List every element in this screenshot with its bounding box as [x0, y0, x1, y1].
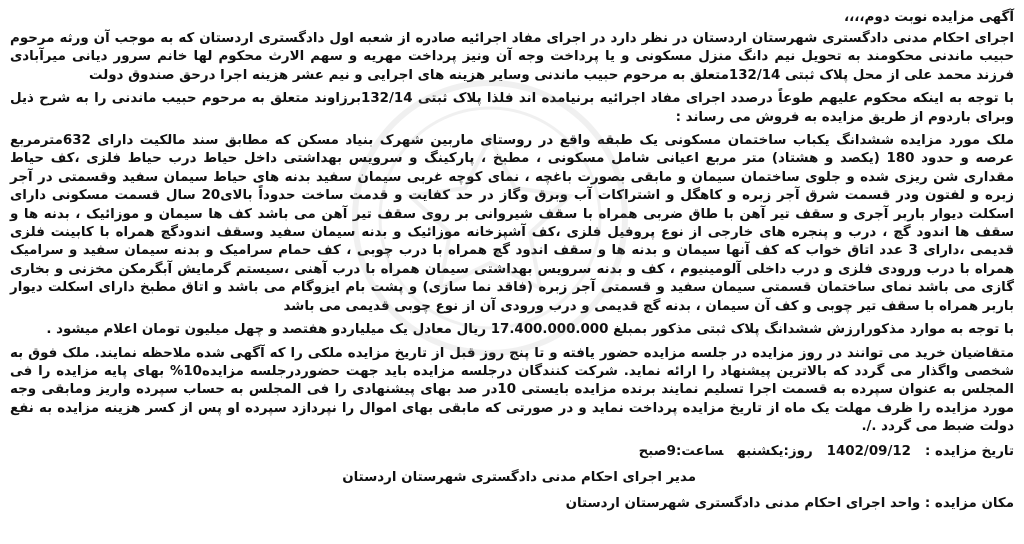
- auction-notice: [10, 8, 1014, 538]
- auction-date-value: 1402/09/12: [826, 443, 911, 459]
- auction-date-line: [10, 442, 1014, 461]
- auction-day: روز:یکشنبه: [737, 443, 813, 459]
- auction-date-label: تاریخ مزایده :: [924, 443, 1014, 459]
- notice-title: آگهی مزایده نوبت دوم،،،،: [844, 9, 1014, 25]
- paragraph-intro: اجرای احکام مدنی دادگستری شهرستان اردستان در نظر دارد در اجرای مفاد اجرائیه صادره از شعبه اول دادگستری اردستان که به موجب آن ورثه مرحوم حبیب ماندنی محکومند به تحویل نیم دانگ منزل مسکونی و یا پرداخت وجه آن ونیز پرداخت مهریه و سهم الارث محکوم لها خانم سرور دیانی میرآبادی فرزند محمد علی از محل پلاک ثبتی 132/14متعلق به مرحوم حبیب ماندنی وسایر هزینه های اجرایی و نیم عشر هزینه اجرا درحق صندوق دولت: [10, 31, 1014, 83]
- paragraph-conditions: متقاضیان خرید می توانند در روز مزایده در جلسه مزایده حضور یافته و تا پنج روز قبل از تاریخ مزایده ملکی را که آگهی شده ملاحظه نمایند. ملک فوق به شخصی واگذار می گردد که بالاترین پیشنهاد را ارائه نماید. شرکت کنندگان درجلسه مزایده باید جهت حضوردرجلسه مزایده10% بهای پایه مزایده را فی المجلس به عنوان سپرده به قسمت اجرا تسلیم نمایند برنده مزایده بایستی 10در صد بهای پیشنهادی را فی المجلس به حساب سپرده واریز ومابقی وجه مورد مزایده را ظرف مهلت یک ماه از تاریخ مزایده پرداخت نماید و در صورتی که مابقی بهای اموال را نپردازد سپرده او پس از کسر هزینه مزایده به نفع دولت ضبط می گردد ./.: [10, 345, 1014, 435]
- paragraph-reason: با توجه به اینکه محکوم علیهم طوعاً درصدد اجرای مفاد اجرائیه برنیامده اند فلذا پلاک ثبتی 132/14برزاوند متعلق به مرحوم حبیب ماندنی را به شرح ذیل وبرای باردوم از طریق مزایده به فروش می رساند :: [10, 91, 1015, 125]
- signature: مدیر اجرای احکام مدنی دادگستری شهرستان اردستان: [342, 469, 696, 485]
- auction-location: مکان مزایده : واحد اجرای احکام مدنی دادگستری شهرستان اردستان: [565, 495, 1014, 511]
- paragraph-property-description: ملک مورد مزایده ششدانگ یکباب ساختمان مسکونی یک طبقه واقع در روستای ماربین شهرک بنیاد مسکن که مطابق سند مالکیت دارای 632مترمربع عرصه و حدود 180 (یکصد و هشتاد) متر مربع اعیانی شامل مسکونی ، مطبخ ، پارکینگ و سرویس بهداشتی داخل حیاط درب حیاط فلزی ،کف حیاط مقداری شن ریزی شده و جلوی ساختمان سیمان و مابقی بصورت باغچه ، نمای کوچه غربی سیمان سفید بدنه های حیاط سیمان سفید وقسمتی در آجر زبره و لفتون ودر قسمت شرق آجر زبره و کاهگل و اشتراکات آب وبرق وگاز در حد کفایت و قدمت ساخت حدوداً بالای20 سال قسمت مسکونی دارای اسکلت دیوار باربر آجری و سقف تیر آهن با طاق ضربی همراه با سقف شیروانی بر روی سقف تیر آهن می باشد کف ها سیمان و موزائیک ، بدنه ها و سقف ها اندود گچ ، درب و پنجره های خارجی از نوع پروفیل فلزی ،کف آشپزخانه موزائیک و بدنه سیمان سفید وسقف اندودگچ همراه با کابینت فلزی قدیمی ،دارای 3 عدد اتاق خواب که کف آنها سیمان و بدنه ها و سقف اندود گچ همراه با درب چوبی ، کف حمام سرامیک و بدنه سیمان سفید و سرامیک همراه با درب ورودی فلزی و درب داخلی آلومینیوم ، کف و بدنه سرویس بهداشتی سیمان همراه با درب آهنی ،سیستم گرمایش آبگرمکن مخزنی و بخاری گازی می باشد نمای ساختمان قسمتی سیمان سفید و قسمتی آجر زبره (فاقد نما سازی) و پشت بام ایزوگام می باشد و اتاق مطبخ دارای اسکلت دیوار باربر همراه با سقف تیر چوبی و کف آن سیمان ، بدنه گچ قدیمی و درب ورودی آن از نوع چوبی قدیمی می باشد: [10, 133, 1015, 314]
- auction-time: ساعت:9صبح: [638, 443, 724, 459]
- paragraph-valuation: با توجه به موارد مذکورارزش ششدانگ پلاک ثبتی مذکور بمبلغ 17.400.000.000 ریال معادل یک میلیاردو هفتصد و چهل میلیون تومان اعلام میشود .: [46, 322, 1014, 338]
